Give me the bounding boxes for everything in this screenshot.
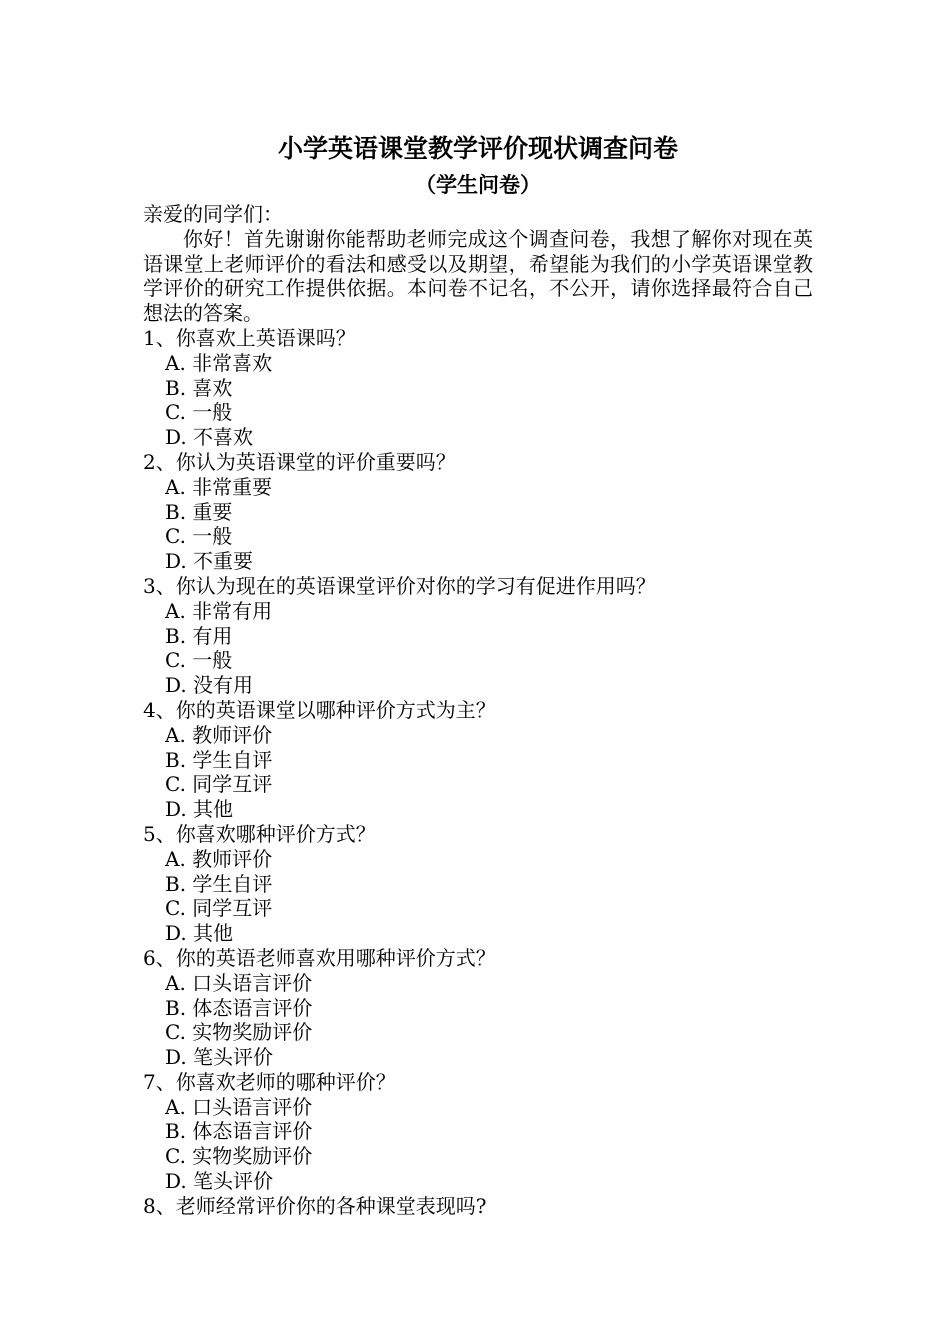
question-7-option-a[interactable]: A. 口头语言评价 <box>165 1094 313 1119</box>
question-5-option-c[interactable]: C. 同学互评 <box>165 896 273 921</box>
document-page <box>143 130 813 1219</box>
question-1-option-c[interactable]: C. 一般 <box>165 400 233 425</box>
document-subtitle: （学生问卷） <box>415 172 541 197</box>
question-3-option-b[interactable]: B. 有用 <box>165 623 233 648</box>
question-5-option-b[interactable]: B. 学生自评 <box>165 871 273 896</box>
question-1-option-d[interactable]: D. 不喜欢 <box>165 425 254 450</box>
question-5-option-a[interactable]: A. 教师评价 <box>165 846 273 871</box>
greeting: 亲爱的同学们： <box>143 202 283 226</box>
question-3-option-d[interactable]: D. 没有用 <box>165 673 254 698</box>
question-2: 2、你认为英语课堂的评价重要吗？ <box>143 449 456 474</box>
document-title: 小学英语课堂教学评价现状调查问卷 <box>277 134 678 163</box>
question-6-option-c[interactable]: C. 实物奖励评价 <box>165 1020 313 1045</box>
question-6: 6、你的英语老师喜欢用哪种评价方式？ <box>143 945 496 970</box>
question-7-option-b[interactable]: B. 体态语言评价 <box>165 1119 313 1144</box>
question-5: 5、你喜欢哪种评价方式？ <box>143 821 376 846</box>
question-7-option-d[interactable]: D. 笔头评价 <box>165 1169 274 1194</box>
question-6-option-b[interactable]: B. 体态语言评价 <box>165 995 313 1020</box>
question-1: 1、你喜欢上英语课吗？ <box>143 325 356 350</box>
question-3: 3、你认为现在的英语课堂评价对你的学习有促进作用吗？ <box>143 573 656 598</box>
question-4-option-d[interactable]: D. 其他 <box>165 797 234 822</box>
question-2-option-b[interactable]: B. 重要 <box>165 499 233 524</box>
question-6-option-d[interactable]: D. 笔头评价 <box>165 1045 274 1070</box>
question-2-option-c[interactable]: C. 一般 <box>165 524 233 549</box>
question-6-option-a[interactable]: A. 口头语言评价 <box>165 970 313 995</box>
question-1-option-b[interactable]: B. 喜欢 <box>165 375 233 400</box>
question-8: 8、老师经常评价你的各种课堂表现吗? <box>143 1193 487 1218</box>
question-4-option-c[interactable]: C. 同学互评 <box>165 772 273 797</box>
question-3-option-c[interactable]: C. 一般 <box>165 648 233 673</box>
question-4: 4、你的英语课堂以哪种评价方式为主？ <box>143 697 496 722</box>
intro-paragraph: 你好！首先谢谢你能帮助老师完成这个调查问卷，我想了解你对现在英语课堂上老师评价的看法和感受以及期望，希望能为我们的小学英语课堂教学评价的研究工作提供依据。本问卷不记名，不公开，请你选择最符合自己想法的答案。 <box>143 226 813 326</box>
question-7: 7、你喜欢老师的哪种评价？ <box>143 1069 396 1094</box>
question-7-option-c[interactable]: C. 实物奖励评价 <box>165 1144 313 1169</box>
question-2-option-a[interactable]: A. 非常重要 <box>165 474 273 499</box>
question-5-option-d[interactable]: D. 其他 <box>165 921 234 946</box>
question-4-option-b[interactable]: B. 学生自评 <box>165 747 273 772</box>
question-1-option-a[interactable]: A. 非常喜欢 <box>165 350 273 375</box>
question-2-option-d[interactable]: D. 不重要 <box>165 549 254 574</box>
question-list <box>143 326 813 1219</box>
question-3-option-a[interactable]: A. 非常有用 <box>165 598 273 623</box>
question-4-option-a[interactable]: A. 教师评价 <box>165 722 273 747</box>
